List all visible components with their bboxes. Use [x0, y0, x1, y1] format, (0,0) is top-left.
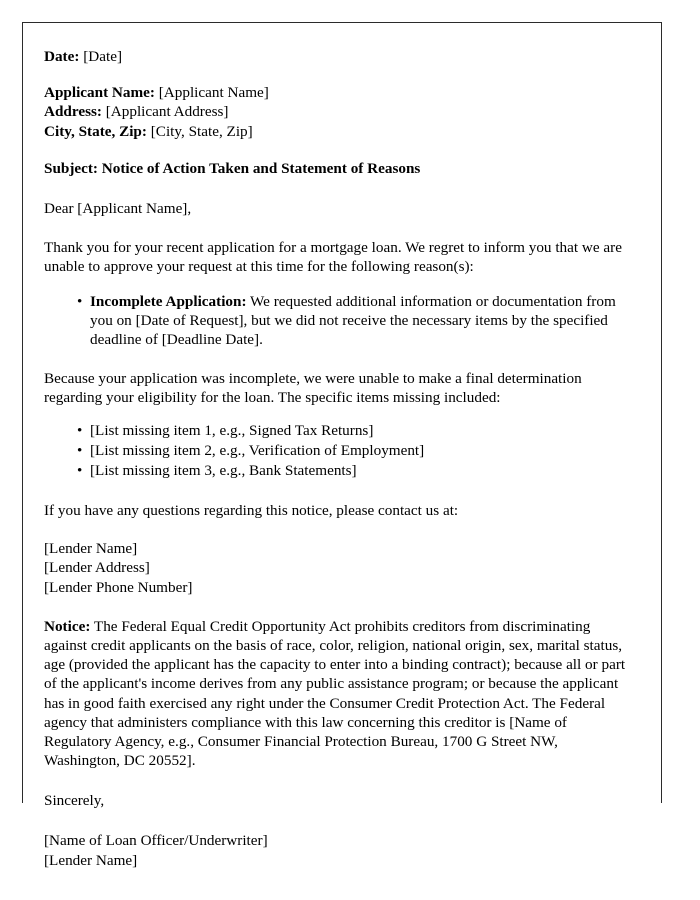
reason-text: We requested additional information or documentation from you on [Date of Request], but we did not receive the necessary items by the specified deadline of [Deadline Date].	[90, 292, 616, 348]
list-item: • [List missing item 2, e.g., Verification of Employment]	[90, 441, 629, 461]
notice-label: Notice:	[44, 618, 91, 636]
city-state-zip-label: City, State, Zip:	[44, 122, 147, 140]
lender-phone: [Lender Phone Number]	[44, 578, 193, 596]
letter-page	[22, 22, 662, 869]
applicant-name-line	[44, 83, 629, 102]
incomplete-paragraph: Because your application was incomplete, we were unable to make a final determination regarding your eligibility for the loan. The specific items missing included:	[44, 370, 582, 407]
applicant-name-value: [Applicant Name]	[158, 84, 269, 102]
city-state-zip-value: [City, State, Zip]	[150, 122, 253, 140]
date-label: Date:	[44, 48, 80, 65]
intro-paragraph: Thank you for your recent application for a mortgage loan. We regret to inform you that we are unable to approve your request at this time for the following reason(s):	[44, 239, 622, 276]
date-line	[44, 47, 629, 66]
address-label: Address:	[44, 103, 102, 121]
questions-paragraph: If you have any questions regarding this notice, please contact us at:	[44, 501, 459, 519]
lender-address: [Lender Address]	[44, 559, 150, 577]
missing-items-list	[44, 421, 629, 480]
reason-lead-in: Incomplete Application:	[90, 292, 247, 310]
applicant-name-label: Applicant Name:	[44, 84, 155, 102]
lender-name: [Lender Name]	[44, 539, 138, 557]
closing-line: Sincerely,	[44, 792, 105, 810]
list-item: • [List missing item 1, e.g., Signed Tax Returns]	[90, 421, 629, 441]
applicant-address-line	[44, 102, 629, 121]
list-item-incomplete-application	[90, 292, 629, 349]
list-item: • [List missing item 3, e.g., Bank Statements]	[90, 461, 629, 481]
signer-name: [Name of Loan Officer/Underwriter]	[44, 832, 268, 850]
letter-body	[23, 23, 661, 870]
reason-list	[44, 292, 629, 349]
address-value: [Applicant Address]	[105, 103, 229, 121]
signer-lender-name: [Lender Name]	[44, 851, 138, 869]
signature-block	[44, 831, 629, 870]
applicant-city-state-zip-line	[44, 122, 629, 141]
subject-line: Subject: Notice of Action Taken and Statement of Reasons	[44, 160, 421, 178]
salutation: Dear [Applicant Name],	[44, 200, 192, 218]
lender-contact-block	[44, 539, 629, 597]
date-value: [Date]	[83, 48, 123, 65]
ecoa-notice-paragraph	[44, 617, 629, 770]
notice-text: The Federal Equal Credit Opportunity Act prohibits creditors from discriminating against credit applicants on the basis of race, color, religion, national origin, sex, marital status, age (provided the applicant has the capacity to enter into a binding contract); because all or part of the applicant's income derives from any public assistance program; or because the applicant has in good faith exercised any right under the Consumer Credit Protection Act. The Federal agency that administers compliance with this law concerning this creditor is [Name of Regulatory Agency, e.g., Consumer Financial Protection Bureau, 1700 G Street NW, Washington, DC 20552].	[44, 618, 626, 770]
applicant-address-block	[44, 83, 629, 141]
